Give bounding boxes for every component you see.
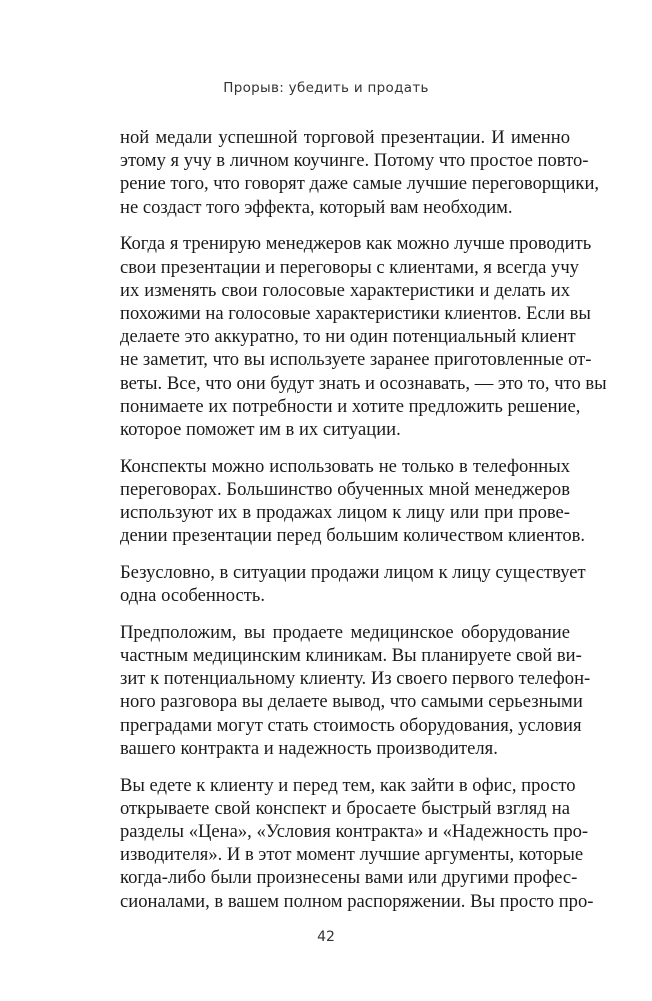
text-line: делаете это аккуратно, то ни один потенциальный клиент xyxy=(120,326,576,348)
text-line: вашего контракта и надежность производителя. xyxy=(120,737,498,759)
text-line: похожими на голосовые характеристики клиентов. Если вы xyxy=(120,302,591,324)
text-line: переговорах. Большинство обученных мной менеджеров xyxy=(120,478,570,500)
text-line: не создаст того эффекта, который вам необходим. xyxy=(120,196,513,218)
text-line: Безусловно, в ситуации продажи лицом к лицу существует xyxy=(120,561,586,583)
text-line: Когда я тренирую менеджеров как можно лучше проводить xyxy=(120,233,592,255)
text-line: этому я учу в личном коучинге. Потому что простое повто- xyxy=(120,150,589,172)
text-line: Предположим, вы продаете медицинское оборудование xyxy=(120,621,570,643)
running-head: Прорыв: убедить и продать xyxy=(223,80,429,96)
body-text xyxy=(120,126,607,926)
text-line: не заметит, что вы используете заранее приготовленные от- xyxy=(120,349,592,371)
paragraph xyxy=(120,455,586,548)
text-line: рение того, что говорят даже самые лучшие переговорщики, xyxy=(120,173,600,195)
paragraph xyxy=(120,621,591,760)
text-line: зит к потенциальному клиенту. Из своего первого телефон- xyxy=(120,668,591,690)
text-line: преградами могут стать стоимость оборудования, условия xyxy=(120,714,582,736)
text-line: сионалами, в вашем полном распоряжении. Вы просто про- xyxy=(120,890,594,912)
text-line: ного разговора вы делаете вывод, что самыми серьезными xyxy=(120,691,583,713)
text-line: используют их в продажах лицом к лицу или при прове- xyxy=(120,502,570,524)
text-line: понимаете их потребности и хотите предложить решение, xyxy=(120,395,581,417)
page-number: 42 xyxy=(317,929,335,945)
text-line: одна особенность. xyxy=(120,585,266,607)
text-line: открываете свой конспект и бросаете быстрый взгляд на xyxy=(120,797,570,819)
paragraph xyxy=(120,561,586,607)
text-line: веты. Все, что они будут знать и осознавать, — это то, что вы xyxy=(120,372,607,394)
text-line: разделы «Цена», «Условия контракта» и «Надежность про- xyxy=(120,820,589,842)
paragraph xyxy=(120,774,594,913)
text-line: Конспекты можно использовать не только в телефонных xyxy=(120,455,570,477)
text-line: которое поможет им в их ситуации. xyxy=(120,418,401,440)
text-line: когда-либо были произнесены вами или другими профес- xyxy=(120,867,578,889)
text-line: свои презентации и переговоры с клиентами, я всегда учу xyxy=(120,256,579,278)
paragraph xyxy=(120,126,600,219)
text-line: их изменять свои голосовые характеристики и делать их xyxy=(120,279,570,301)
text-line: Вы едете к клиенту и перед тем, как зайти в офис, просто xyxy=(120,774,576,796)
text-line: ной медали успешной торговой презентации. И именно xyxy=(120,127,570,148)
text-line: изводителя». И в этот момент лучшие аргументы, которые xyxy=(120,844,584,866)
paragraph xyxy=(120,232,607,441)
text-line: дении презентации перед большим количеством клиентов. xyxy=(120,525,586,547)
text-line: частным медицинским клиникам. Вы планируете свой ви- xyxy=(120,645,582,667)
